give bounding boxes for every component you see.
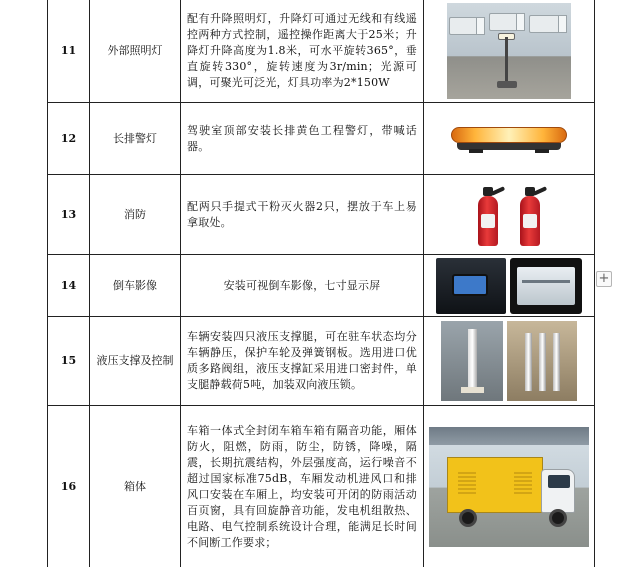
fire-extinguishers-photo [454, 180, 564, 250]
item-name: 外部照明灯 [90, 0, 181, 103]
light-tower-trucks-photo [447, 3, 571, 99]
spec-table [47, 0, 595, 567]
table-row [48, 255, 595, 317]
item-image-cell [424, 406, 595, 567]
table-row [48, 317, 595, 406]
row-number: 14 [48, 255, 90, 317]
item-description: 车箱一体式全封闭车箱车箱有隔音功能，厢体防火，阻燃，防雨，防尘，防锈，降噪，隔震，长期抗震结构，外层强度高，运行噪音不超过国家标准75dB，车厢发动机进风口和排风口安装在车厢上，均安装可开闭的防雨活动百页窗，具有回旋静音功能，发电机组散热、电路、电气控制系统设计合理，能满足长时间不间断工作要求； [181, 406, 424, 567]
plus-icon[interactable]: + [596, 271, 612, 287]
item-name: 箱体 [90, 406, 181, 567]
item-image-cell [424, 175, 595, 255]
item-image-cell [424, 255, 595, 317]
item-name: 液压支撑及控制 [90, 317, 181, 406]
item-description: 配有升降照明灯，升降灯可通过无线和有线遥控两种方式控制，遥控操作距离大于25米；升降灯升降高度为1.8米，可水平旋转365°，垂直旋转330°，旋转速度为3r/min；光源可调，可聚光可泛光，灯具功率为2*150W [181, 0, 424, 103]
item-name: 消防 [90, 175, 181, 255]
table-row [48, 175, 595, 255]
item-image-cell [424, 317, 595, 406]
row-number: 12 [48, 103, 90, 175]
row-number: 16 [48, 406, 90, 567]
table-row [48, 103, 595, 175]
hydraulic-legs-photo [441, 321, 577, 401]
row-number: 11 [48, 0, 90, 103]
yellow-generator-truck-photo [429, 427, 589, 547]
item-name: 倒车影像 [90, 255, 181, 317]
item-description: 车辆安装四只液压支撑腿，可在驻车状态均分车辆静压，保护车轮及弹簧钢板。选用进口优质多路阀组，液压支撑缸采用进口密封件，单支腿静载荷5吨，加装双向液压锁。 [181, 317, 424, 406]
item-description: 配两只手提式干粉灭火器2只，摆放于车上易拿取处。 [181, 175, 424, 255]
warning-light-bar-photo [447, 117, 571, 161]
item-name: 长排警灯 [90, 103, 181, 175]
row-number: 15 [48, 317, 90, 406]
table-row [48, 406, 595, 567]
reverse-camera-screens-photo [436, 258, 582, 314]
row-number: 13 [48, 175, 90, 255]
item-image-cell [424, 103, 595, 175]
item-description: 安装可视倒车影像，七寸显示屏 [181, 255, 424, 317]
item-description: 驾驶室顶部安装长排黄色工程警灯，带喊话器。 [181, 103, 424, 175]
item-image-cell [424, 0, 595, 103]
table-row [48, 0, 595, 103]
